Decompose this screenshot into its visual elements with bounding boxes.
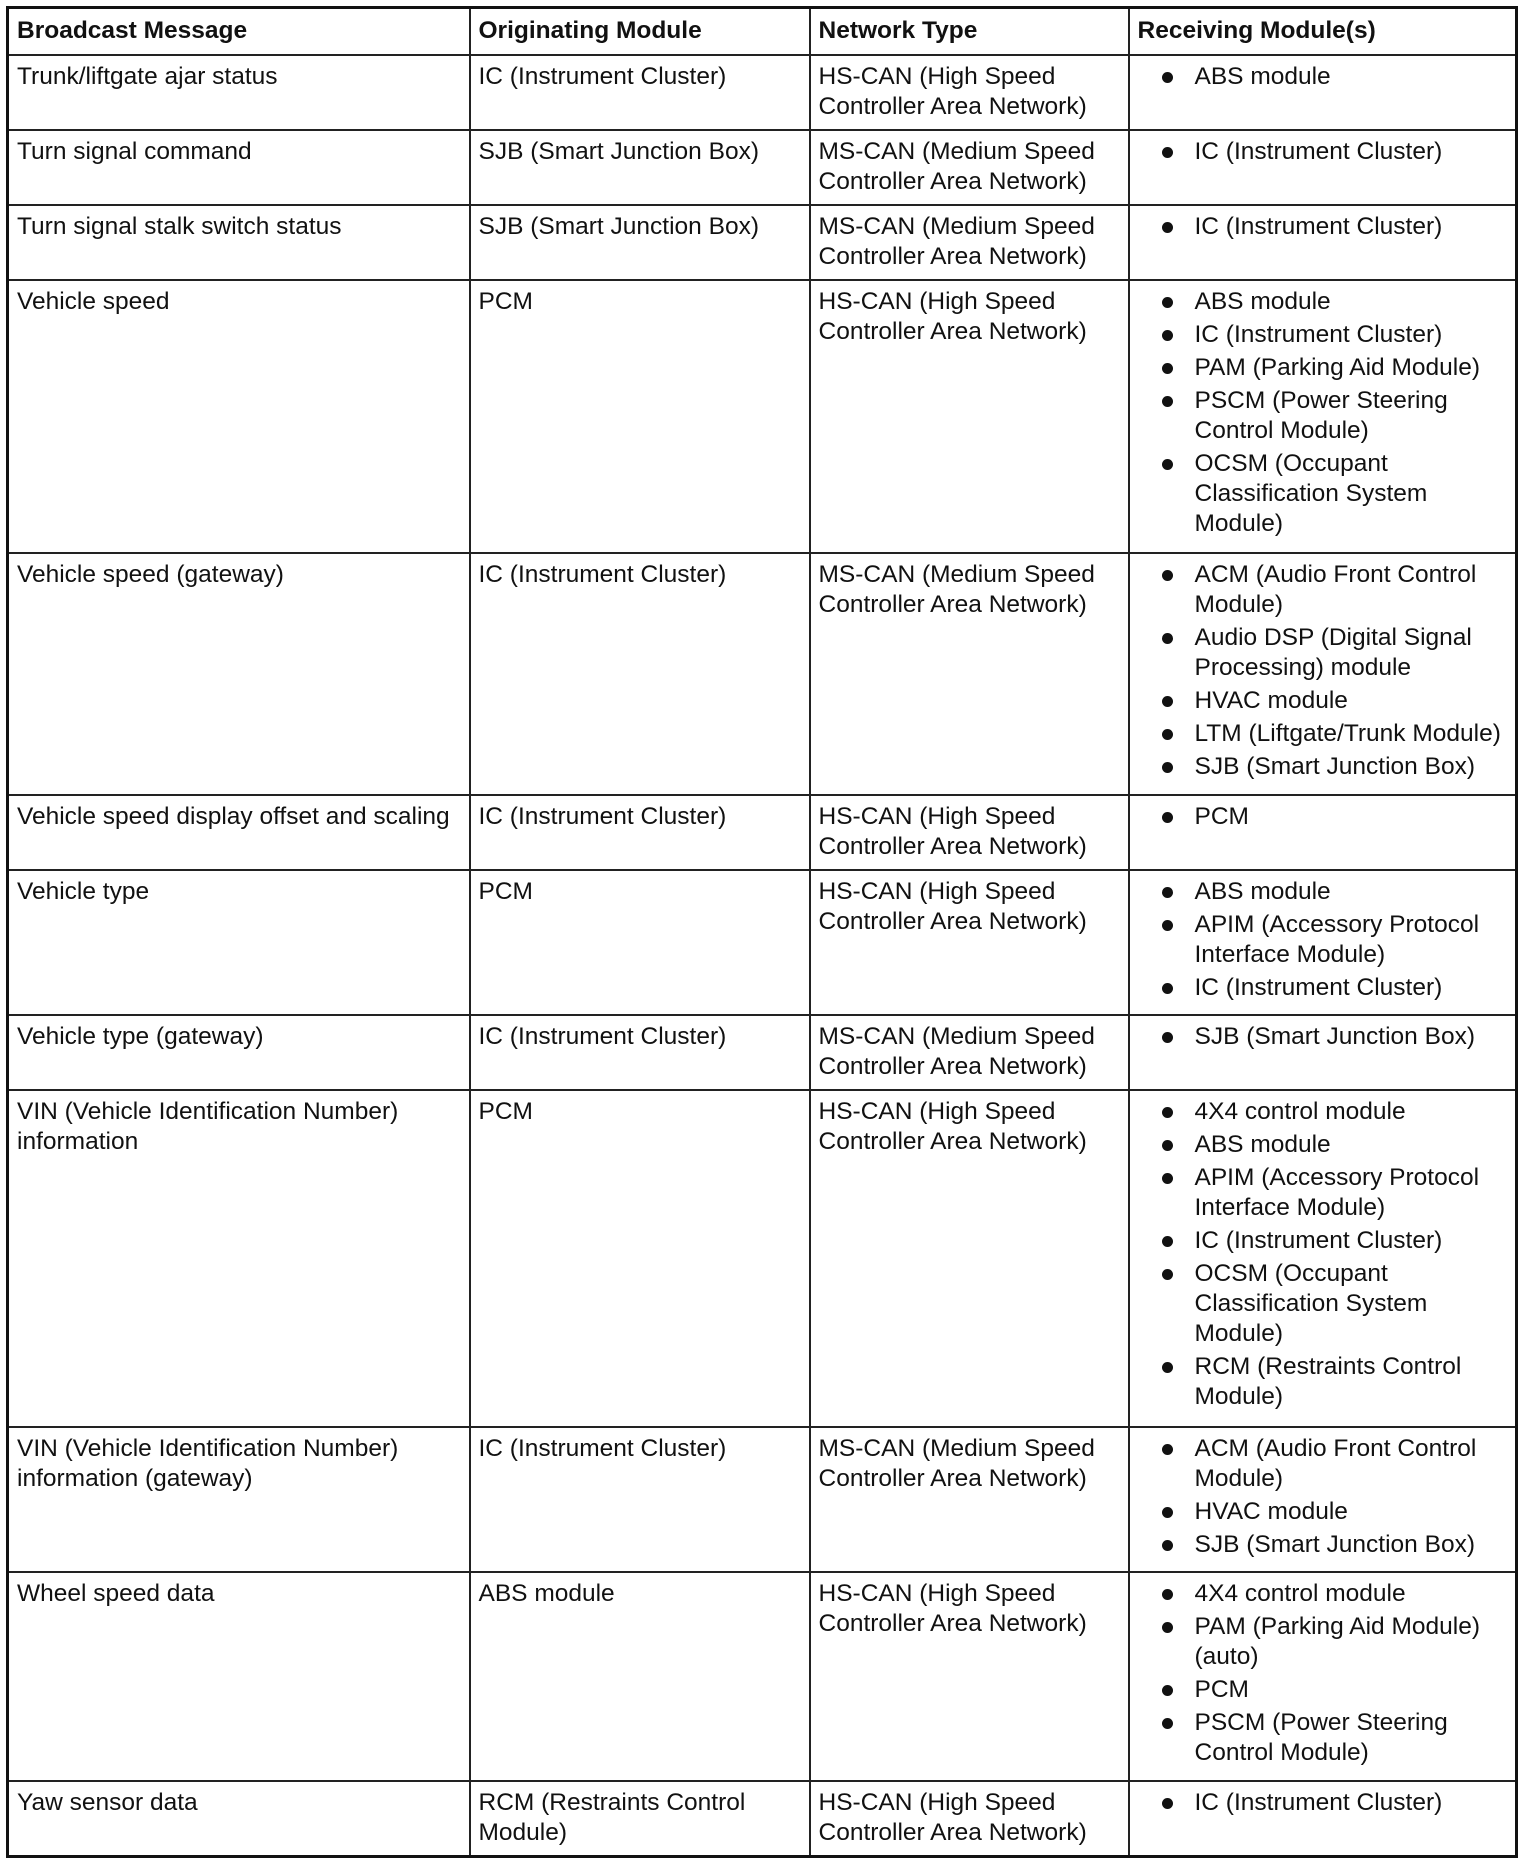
table-row xyxy=(8,130,1517,205)
bullet-icon xyxy=(1162,920,1173,931)
bullet-icon xyxy=(1162,1107,1173,1118)
list-item xyxy=(1138,719,1508,749)
column-header-broadcast-message: Broadcast Message xyxy=(8,8,470,56)
bullet-icon xyxy=(1162,762,1173,773)
bullet-icon xyxy=(1162,633,1173,644)
receiving-modules-cell xyxy=(1129,1015,1517,1090)
broadcast-message-cell: Vehicle type (gateway) xyxy=(8,1015,470,1090)
receiving-modules-list xyxy=(1138,560,1508,782)
broadcast-message-cell: VIN (Vehicle Identification Number) information (gateway) xyxy=(8,1427,470,1572)
list-item xyxy=(1138,1097,1508,1127)
originating-module-cell: PCM xyxy=(470,870,810,1015)
broadcast-message-cell: Vehicle speed display offset and scaling xyxy=(8,795,470,870)
list-item xyxy=(1138,449,1508,539)
network-type-cell: MS-CAN (Medium Speed Controller Area Network) xyxy=(810,205,1129,280)
list-item xyxy=(1138,1675,1508,1705)
receiving-modules-list xyxy=(1138,1788,1508,1818)
receiving-module-label: IC (Instrument Cluster) xyxy=(1194,974,1443,1002)
list-item xyxy=(1138,686,1508,716)
bullet-icon xyxy=(1162,1032,1173,1043)
bullet-icon xyxy=(1162,1685,1173,1696)
network-type-cell: HS-CAN (High Speed Controller Area Network) xyxy=(810,870,1129,1015)
receiving-modules-list xyxy=(1138,802,1508,832)
network-type-cell: MS-CAN (Medium Speed Controller Area Network) xyxy=(810,130,1129,205)
list-item xyxy=(1138,1226,1508,1256)
receiving-modules-cell xyxy=(1129,280,1517,553)
bullet-icon xyxy=(1162,983,1173,994)
column-header-receiving-modules: Receiving Module(s) xyxy=(1129,8,1517,56)
receiving-module-label: ACM (Audio Front Control Module) xyxy=(1194,1434,1477,1492)
list-item xyxy=(1138,1163,1508,1223)
receiving-modules-cell xyxy=(1129,130,1517,205)
network-type-cell: MS-CAN (Medium Speed Controller Area Network) xyxy=(810,1427,1129,1572)
broadcast-message-cell: Turn signal command xyxy=(8,130,470,205)
broadcast-message-cell: Vehicle speed (gateway) xyxy=(8,553,470,795)
network-type-cell: HS-CAN (High Speed Controller Area Network) xyxy=(810,280,1129,553)
table-header-row xyxy=(8,8,1517,56)
bullet-icon xyxy=(1162,570,1173,581)
network-type-cell: HS-CAN (High Speed Controller Area Network) xyxy=(810,1572,1129,1781)
bullet-icon xyxy=(1162,1140,1173,1151)
originating-module-cell: IC (Instrument Cluster) xyxy=(470,1015,810,1090)
broadcast-message-cell: Vehicle speed xyxy=(8,280,470,553)
list-item xyxy=(1138,287,1508,317)
network-type-cell: MS-CAN (Medium Speed Controller Area Network) xyxy=(810,553,1129,795)
table-row xyxy=(8,870,1517,1015)
table-row xyxy=(8,1781,1517,1857)
bullet-icon xyxy=(1162,729,1173,740)
receiving-modules-list xyxy=(1138,877,1508,1003)
bullet-icon xyxy=(1162,887,1173,898)
table-row xyxy=(8,795,1517,870)
receiving-modules-cell xyxy=(1129,553,1517,795)
receiving-module-label: PCM xyxy=(1194,803,1249,831)
receiving-modules-cell xyxy=(1129,1781,1517,1857)
bullet-icon xyxy=(1162,1236,1173,1247)
receiving-module-label: ACM (Audio Front Control Module) xyxy=(1194,560,1477,618)
bullet-icon xyxy=(1162,1718,1173,1729)
broadcast-message-cell: Vehicle type xyxy=(8,870,470,1015)
receiving-module-label: PAM (Parking Aid Module) (auto) xyxy=(1194,1612,1480,1670)
receiving-module-label: ABS module xyxy=(1194,63,1331,90)
receiving-modules-list xyxy=(1138,212,1508,242)
broadcast-message-cell: Trunk/liftgate ajar status xyxy=(8,55,470,130)
broadcast-message-table xyxy=(6,6,1518,1858)
originating-module-cell: RCM (Restraints Control Module) xyxy=(470,1781,810,1857)
list-item xyxy=(1138,910,1508,970)
receiving-module-label: OCSM (Occupant Classification System Module) xyxy=(1194,450,1428,538)
receiving-module-label: 4X4 control module xyxy=(1194,1098,1406,1126)
bullet-icon xyxy=(1162,1589,1173,1600)
list-item xyxy=(1138,386,1508,446)
broadcast-message-cell: Wheel speed data xyxy=(8,1572,470,1781)
list-item xyxy=(1138,1530,1508,1560)
receiving-modules-cell xyxy=(1129,205,1517,280)
bullet-icon xyxy=(1162,1444,1173,1455)
bullet-icon xyxy=(1162,459,1173,470)
bullet-icon xyxy=(1162,222,1173,233)
originating-module-cell: ABS module xyxy=(470,1572,810,1781)
list-item xyxy=(1138,973,1508,1003)
receiving-module-label: PSCM (Power Steering Control Module) xyxy=(1194,1708,1448,1766)
network-type-cell: HS-CAN (High Speed Controller Area Network) xyxy=(810,795,1129,870)
list-item xyxy=(1138,1612,1508,1672)
receiving-modules-list xyxy=(1138,1434,1508,1560)
list-item xyxy=(1138,802,1508,832)
receiving-module-label: APIM (Accessory Protocol Interface Module) xyxy=(1194,1164,1480,1222)
receiving-module-label: IC (Instrument Cluster) xyxy=(1194,1227,1443,1255)
table-row xyxy=(8,1090,1517,1427)
list-item xyxy=(1138,137,1508,167)
network-type-cell: MS-CAN (Medium Speed Controller Area Network) xyxy=(810,1015,1129,1090)
list-item xyxy=(1138,320,1508,350)
originating-module-cell: IC (Instrument Cluster) xyxy=(470,1427,810,1572)
receiving-module-label: PSCM (Power Steering Control Module) xyxy=(1194,387,1448,445)
list-item xyxy=(1138,1259,1508,1349)
table-row xyxy=(8,1572,1517,1781)
originating-module-cell: PCM xyxy=(470,280,810,553)
receiving-module-label: IC (Instrument Cluster) xyxy=(1194,321,1443,349)
bullet-icon xyxy=(1162,72,1173,83)
receiving-module-label: ABS module xyxy=(1194,878,1331,906)
broadcast-message-cell: Turn signal stalk switch status xyxy=(8,205,470,280)
table-row xyxy=(8,553,1517,795)
table-row xyxy=(8,55,1517,130)
bullet-icon xyxy=(1162,396,1173,407)
receiving-module-label: APIM (Accessory Protocol Interface Module) xyxy=(1194,911,1480,969)
network-type-cell: HS-CAN (High Speed Controller Area Network) xyxy=(810,1781,1129,1857)
bullet-icon xyxy=(1162,330,1173,341)
broadcast-message-cell: Yaw sensor data xyxy=(8,1781,470,1857)
bullet-icon xyxy=(1162,147,1173,158)
receiving-modules-list xyxy=(1138,1022,1508,1052)
broadcast-message-cell: VIN (Vehicle Identification Number) information xyxy=(8,1090,470,1427)
bullet-icon xyxy=(1162,1798,1173,1809)
receiving-modules-cell xyxy=(1129,795,1517,870)
receiving-module-label: OCSM (Occupant Classification System Module) xyxy=(1194,1260,1428,1348)
list-item xyxy=(1138,1788,1508,1818)
receiving-modules-list xyxy=(1138,1097,1508,1412)
list-item xyxy=(1138,1352,1508,1412)
receiving-modules-cell xyxy=(1129,55,1517,130)
column-header-network-type: Network Type xyxy=(810,8,1129,56)
receiving-module-label: ABS module xyxy=(1194,1131,1331,1159)
receiving-module-label: 4X4 control module xyxy=(1194,1579,1406,1607)
list-item xyxy=(1138,1434,1508,1494)
originating-module-cell: SJB (Smart Junction Box) xyxy=(470,205,810,280)
bullet-icon xyxy=(1162,812,1173,823)
list-item xyxy=(1138,1579,1508,1609)
bullet-icon xyxy=(1162,297,1173,308)
bullet-icon xyxy=(1162,696,1173,707)
bullet-icon xyxy=(1162,1362,1173,1373)
receiving-module-label: IC (Instrument Cluster) xyxy=(1194,138,1443,166)
list-item xyxy=(1138,353,1508,383)
receiving-modules-list xyxy=(1138,1579,1508,1768)
receiving-module-label: Audio DSP (Digital Signal Processing) module xyxy=(1194,623,1472,681)
originating-module-cell: SJB (Smart Junction Box) xyxy=(470,130,810,205)
list-item xyxy=(1138,560,1508,620)
receiving-module-label: SJB (Smart Junction Box) xyxy=(1194,1530,1475,1558)
receiving-module-label: IC (Instrument Cluster) xyxy=(1194,1788,1443,1816)
list-item xyxy=(1138,1130,1508,1160)
receiving-modules-cell xyxy=(1129,1427,1517,1572)
receiving-module-label: PAM (Parking Aid Module) xyxy=(1194,354,1480,382)
table-row xyxy=(8,1427,1517,1572)
receiving-module-label: HVAC module xyxy=(1194,1497,1348,1525)
bullet-icon xyxy=(1162,1173,1173,1184)
list-item xyxy=(1138,212,1508,242)
bullet-icon xyxy=(1162,1622,1173,1633)
receiving-module-label: SJB (Smart Junction Box) xyxy=(1194,752,1475,780)
bullet-icon xyxy=(1162,363,1173,374)
receiving-module-label: ABS module xyxy=(1194,288,1331,316)
originating-module-cell: PCM xyxy=(470,1090,810,1427)
network-type-cell: HS-CAN (High Speed Controller Area Network) xyxy=(810,55,1129,130)
receiving-module-label: PCM xyxy=(1194,1675,1249,1703)
receiving-module-label: LTM (Liftgate/Trunk Module) xyxy=(1194,719,1501,747)
list-item xyxy=(1138,1708,1508,1768)
list-item xyxy=(1138,1497,1508,1527)
bullet-icon xyxy=(1162,1269,1173,1280)
list-item xyxy=(1138,62,1508,92)
receiving-modules-list xyxy=(1138,62,1508,92)
column-header-originating-module: Originating Module xyxy=(470,8,810,56)
receiving-modules-cell xyxy=(1129,1572,1517,1781)
table-body xyxy=(8,55,1517,1857)
originating-module-cell: IC (Instrument Cluster) xyxy=(470,795,810,870)
receiving-modules-list xyxy=(1138,137,1508,167)
receiving-modules-cell xyxy=(1129,1090,1517,1427)
receiving-module-label: SJB (Smart Junction Box) xyxy=(1194,1023,1475,1051)
receiving-module-label: RCM (Restraints Control Module) xyxy=(1194,1353,1462,1411)
bullet-icon xyxy=(1162,1507,1173,1518)
originating-module-cell: IC (Instrument Cluster) xyxy=(470,553,810,795)
list-item xyxy=(1138,1022,1508,1052)
list-item xyxy=(1138,623,1508,683)
table-row xyxy=(8,1015,1517,1090)
receiving-modules-list xyxy=(1138,287,1508,539)
list-item xyxy=(1138,752,1508,782)
receiving-modules-cell xyxy=(1129,870,1517,1015)
bullet-icon xyxy=(1162,1540,1173,1551)
originating-module-cell: IC (Instrument Cluster) xyxy=(470,55,810,130)
receiving-module-label: HVAC module xyxy=(1194,686,1348,714)
network-type-cell: HS-CAN (High Speed Controller Area Network) xyxy=(810,1090,1129,1427)
table-row xyxy=(8,280,1517,553)
list-item xyxy=(1138,877,1508,907)
table-row xyxy=(8,205,1517,280)
receiving-module-label: IC (Instrument Cluster) xyxy=(1194,213,1443,241)
